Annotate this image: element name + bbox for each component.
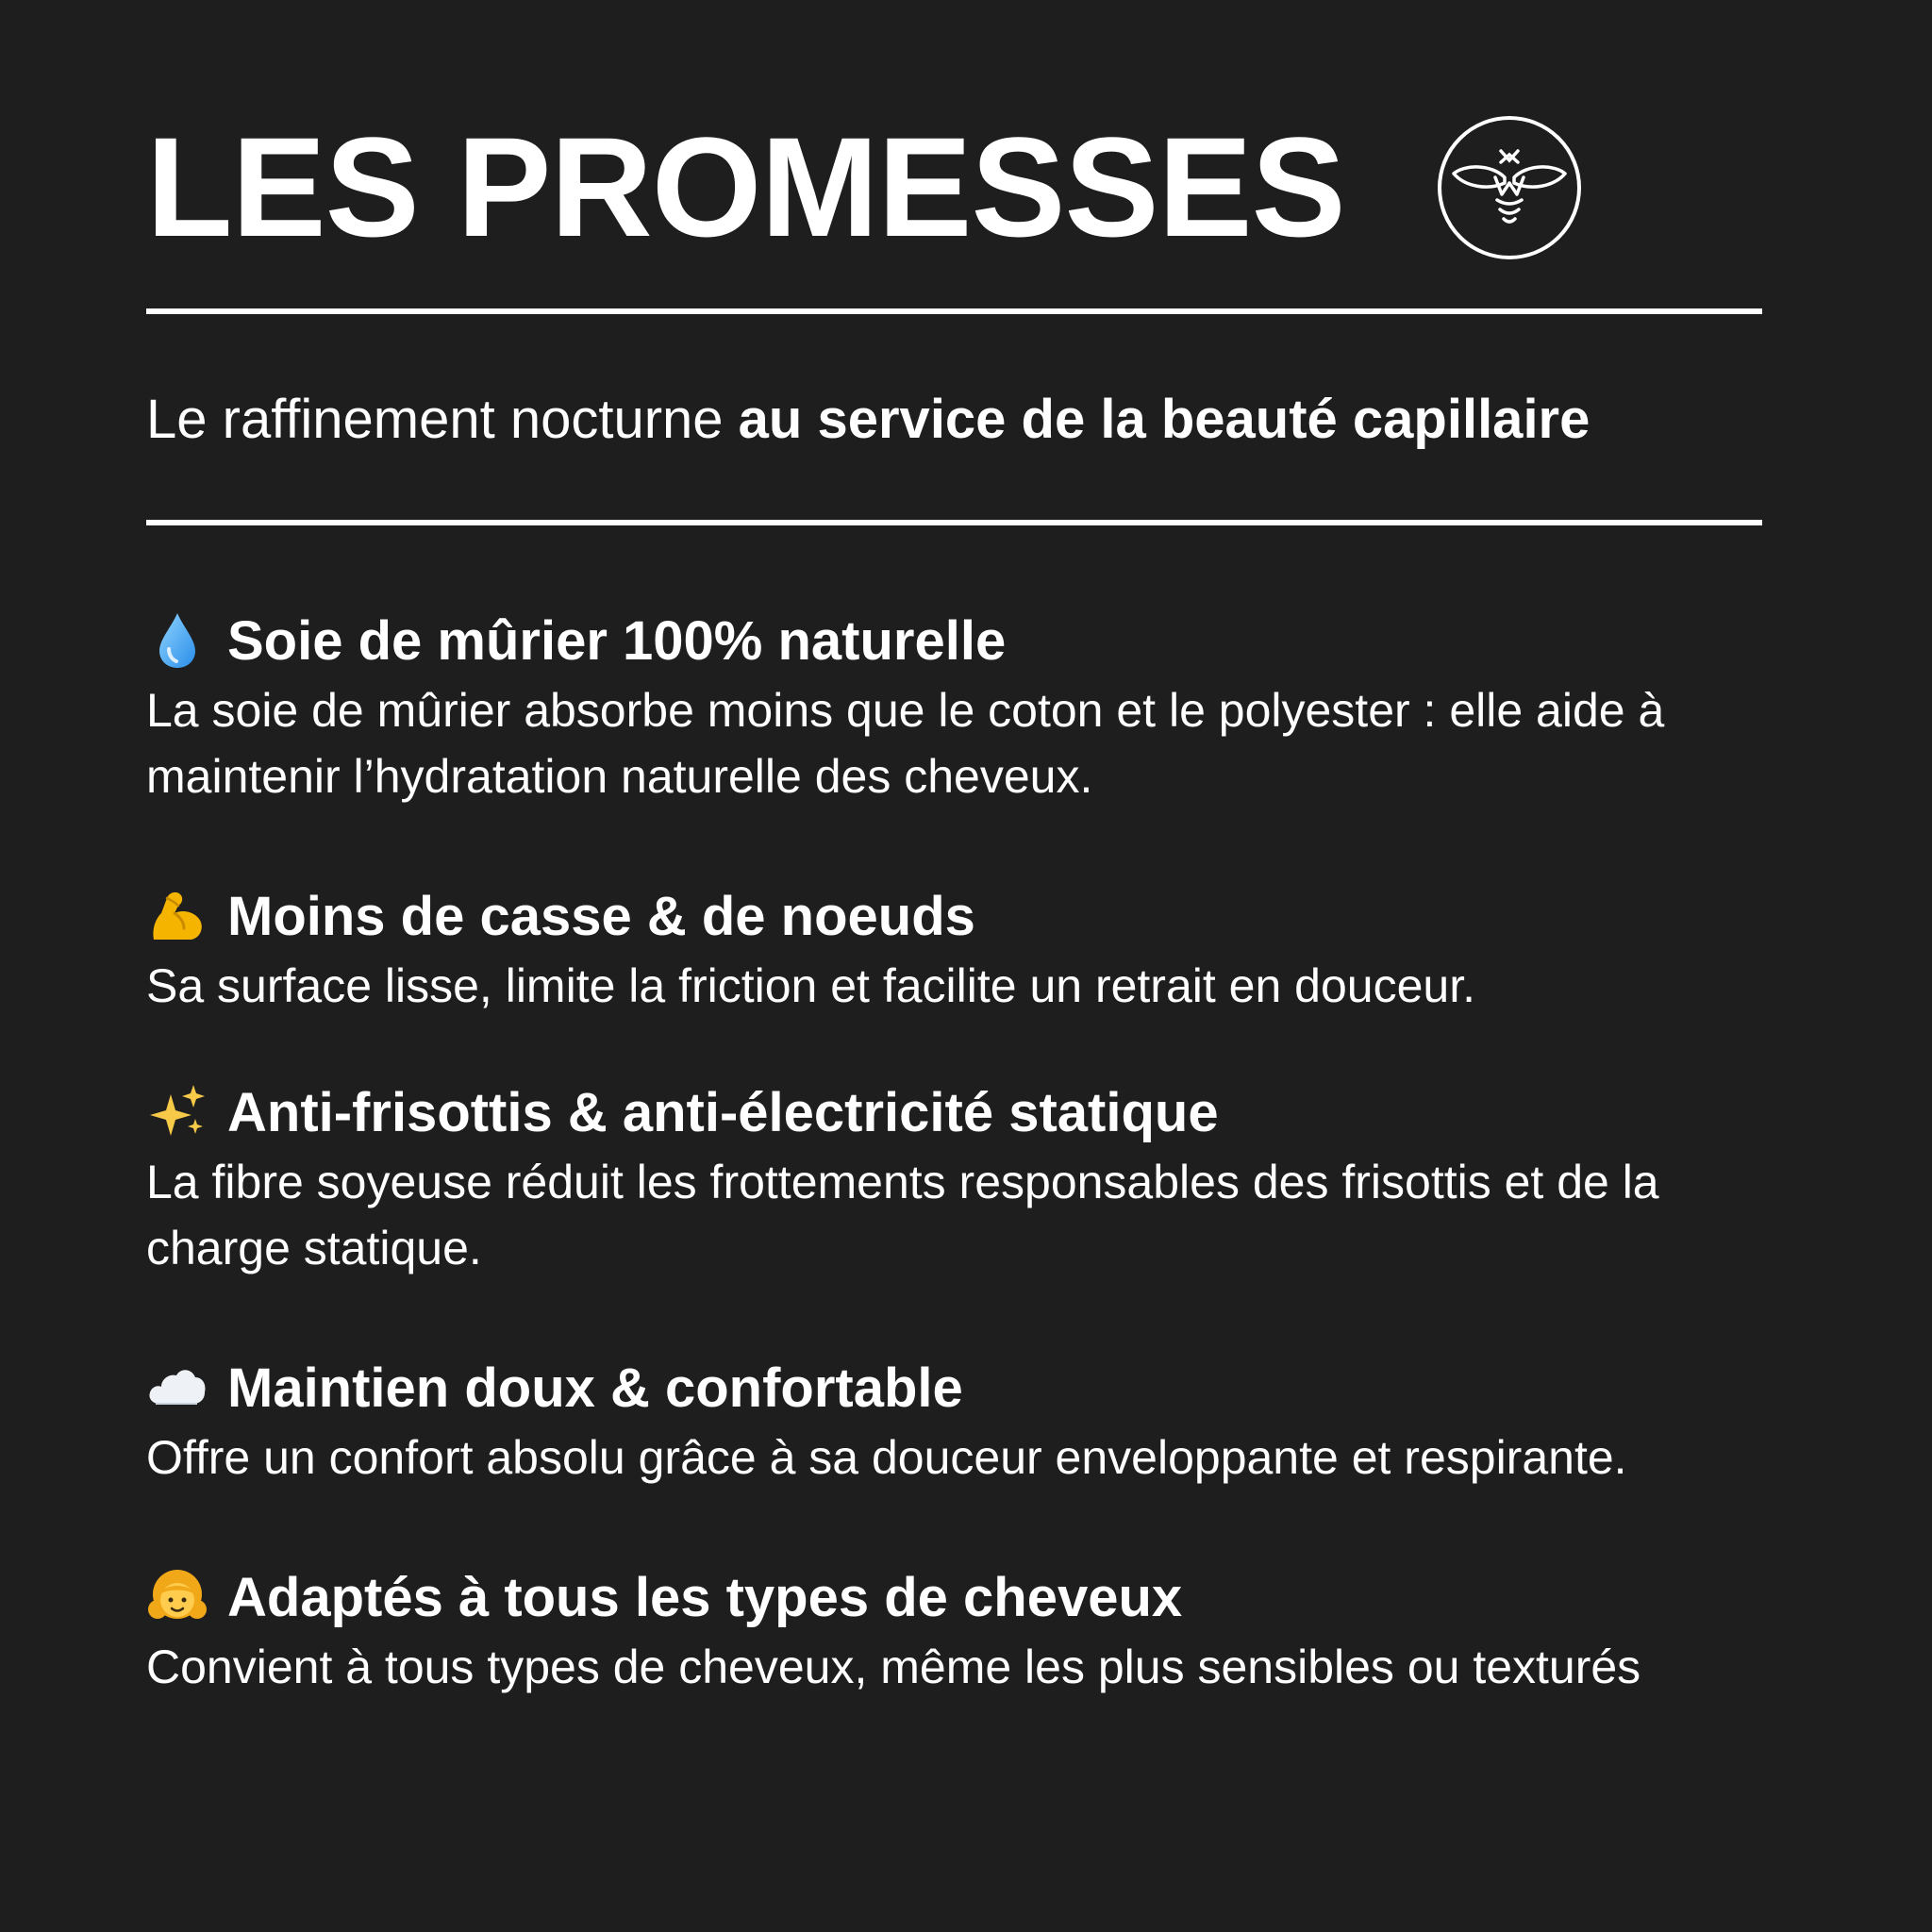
water-drop-icon bbox=[146, 609, 208, 672]
feature-item bbox=[146, 1351, 1762, 1491]
cloud-icon bbox=[146, 1357, 208, 1419]
feature-item bbox=[146, 879, 1762, 1019]
feature-title: Anti-frisottis & anti-électricité statique bbox=[227, 1081, 1219, 1143]
divider-bottom bbox=[146, 520, 1762, 525]
feature-heading bbox=[146, 879, 1762, 953]
feature-list bbox=[146, 604, 1762, 1700]
flexed-biceps-icon bbox=[146, 885, 208, 947]
woman-curly-hair-icon bbox=[146, 1566, 208, 1628]
feature-heading bbox=[146, 1351, 1762, 1424]
header bbox=[146, 108, 1762, 266]
feature-description: La soie de mûrier absorbe moins que le coton et le polyester : elle aide à maintenir l’hydratation naturelle des cheveux. bbox=[146, 684, 1665, 803]
feature-description: La fibre soyeuse réduit les frottements responsables des frisottis et de la charge statique. bbox=[146, 1156, 1659, 1274]
sparkles-icon bbox=[146, 1081, 208, 1143]
feature-title: Soie de mûrier 100% naturelle bbox=[227, 609, 1007, 672]
feature-item bbox=[146, 1560, 1762, 1700]
divider-top bbox=[146, 308, 1762, 314]
feature-heading bbox=[146, 1075, 1762, 1149]
feature-description: Offre un confort absolu grâce à sa douceur enveloppante et respirante. bbox=[146, 1431, 1627, 1484]
tagline-bold: au service de la beauté capillaire bbox=[738, 389, 1591, 450]
feature-title: Moins de casse & de noeuds bbox=[227, 885, 975, 947]
tagline-regular: Le raffinement nocturne bbox=[146, 389, 739, 450]
feature-item bbox=[146, 604, 1762, 809]
feature-item bbox=[146, 1075, 1762, 1281]
page-title: LES PROMESSES bbox=[146, 108, 1345, 266]
tagline bbox=[146, 382, 1590, 458]
feature-title: Adaptés à tous les types de cheveux bbox=[227, 1566, 1183, 1628]
promises-panel bbox=[146, 0, 1762, 1932]
feature-description: Convient à tous types de cheveux, même les plus sensibles ou texturés bbox=[146, 1641, 1641, 1693]
feature-heading bbox=[146, 1560, 1762, 1634]
feature-heading bbox=[146, 604, 1762, 677]
feature-description: Sa surface lisse, limite la friction et facilite un retrait en douceur. bbox=[146, 959, 1475, 1012]
bee-logo-icon bbox=[1437, 115, 1582, 260]
feature-title: Maintien doux & confortable bbox=[227, 1357, 963, 1419]
